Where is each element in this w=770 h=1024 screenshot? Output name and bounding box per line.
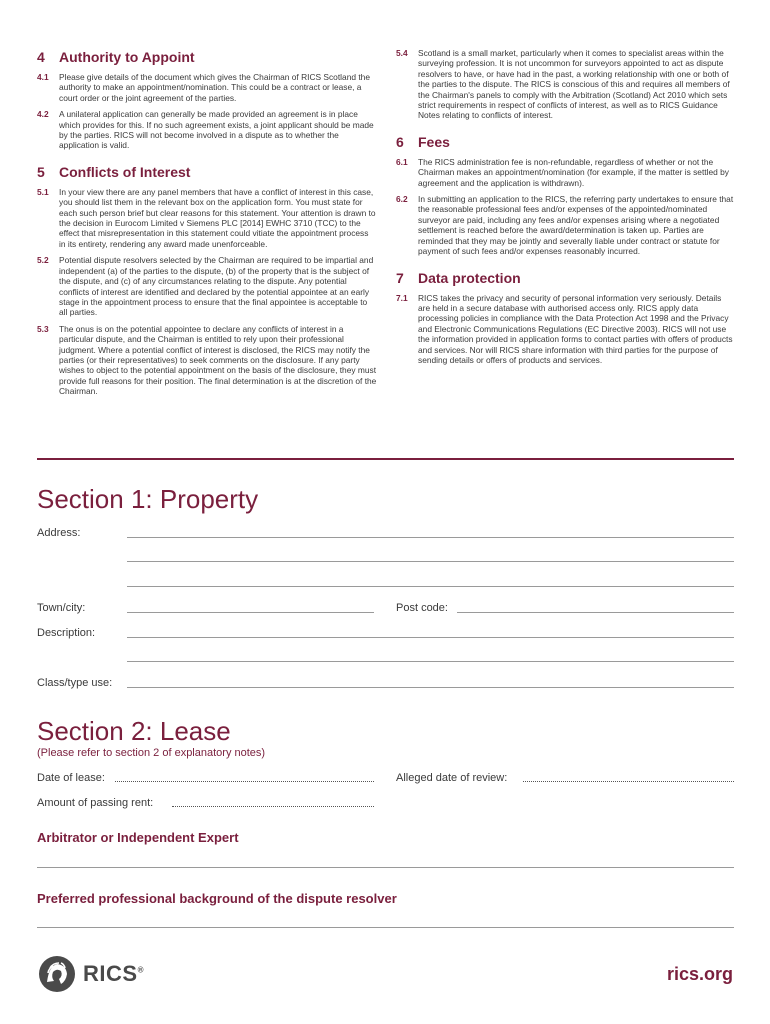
town-field[interactable]	[127, 612, 374, 613]
address-line-2[interactable]	[127, 561, 734, 562]
review-date-label: Alleged date of review:	[396, 772, 508, 784]
paragraph-7-1: 7.1 RICS takes the privacy and security of personal information very seriously. Details are held in a secure database with authorised access only. RICS apply data processing policies in compliance with the Data Protection Act 1998 and the Privacy and Electronic Communications Regulations (EC Directive 2003). RICS will not use the information provided in application forms to contact parties with offers of products and services. Nor will RICS share information with third parties for the purpose of sending details or offers of products and services.	[396, 292, 733, 365]
paragraph-5-3: 5.3 The onus is on the potential appointee to declare any conflicts of interest in a particular dispute, and the Chairman is entitled to rely upon their professional judgment. Where a potential conflict of interest is disclosed, the RICS may notify the parties (or their representatives) to seek comments on the disclosure. If any party wishes to object to the potential appointment on the basis of the disclosure, they must provide full reasons for their position. The final determination is at the discretion of the Chairman.	[37, 323, 377, 397]
class-type-field[interactable]	[127, 687, 734, 688]
arbitrator-heading: Arbitrator or Independent Expert	[37, 830, 239, 845]
section-4-heading: 4 Authority to Appoint	[37, 49, 195, 65]
description-line-1[interactable]	[127, 637, 734, 638]
address-line-1[interactable]	[127, 537, 734, 538]
left-column	[37, 48, 377, 403]
right-column	[396, 48, 734, 371]
passing-rent-field[interactable]	[172, 806, 374, 807]
review-date-field[interactable]	[523, 781, 734, 782]
paragraph-6-1: 6.1 The RICS administration fee is non-refundable, regardless of whether or not the Chairman makes an appointment/nomination (for example, if the matter is settled by agreement and the application is withdrawn).	[396, 156, 729, 188]
date-of-lease-field[interactable]	[115, 781, 374, 782]
address-line-3[interactable]	[127, 586, 734, 587]
class-type-label: Class/type use:	[37, 677, 113, 689]
paragraph-6-2: 6.2 In submitting an application to the RICS, the referring party undertakes to ensure that the reasonable professional fees and/or expenses of the appointed/nominated surveyor are paid, including any fees and/or expenses arising where a negotiated settlement is reached before the award/determination is taken up. Parties are reminded that they may be jointly and severally liable under contract or statute for payment of such fees and/or expenses reasonably incurred.	[396, 194, 734, 257]
address-label: Address:	[37, 527, 81, 539]
section-1-title: Section 1: Property	[37, 484, 259, 514]
description-label: Description:	[37, 627, 96, 639]
paragraph-5-2: 5.2 Potential dispute resolvers selected by the Chairman are required to be impartial and independent (a) of the parties to the dispute, (b) of the property that is the subject of the dispute, and (c) of any circumstances relating to the dispute. Any potential conflicts of interest are identified and declared by the potential appointee at an early stage in the appointment process to ensure that the final appointee is acceptable to all parties.	[37, 255, 374, 318]
passing-rent-label: Amount of passing rent:	[37, 797, 154, 809]
paragraph-4-1: 4.1 Please give details of the document which gives the Chairman of RICS Scotland the authority to make an appointment/nomination. This could be a contract or lease, a court order or the joint agreement of the parties.	[37, 72, 370, 103]
section-2-note: (Please refer to section 2 of explanatory notes)	[37, 747, 266, 759]
town-label: Town/city:	[37, 602, 86, 614]
background-heading: Preferred professional background of the dispute resolver	[37, 891, 397, 906]
postcode-field[interactable]	[457, 612, 734, 613]
website-link[interactable]: rics.org	[666, 964, 733, 984]
paragraph-4-2: 4.2 A unilateral application can generally be made provided an agreement is in place which provides for this. If no such agreement exists, a joint applicant should be made by the parties. RICS will not become involved in a dispute as to whether the application is valid.	[37, 109, 374, 151]
section-2-title: Section 2: Lease	[37, 716, 231, 746]
section-divider	[37, 458, 734, 460]
lion-icon	[37, 954, 77, 994]
section-5-heading: 5 Conflicts of Interest	[37, 163, 191, 180]
paragraph-5-1: 5.1 In your view there are any panel members that have a conflict of interest in this case, you should list them in the relevant box on the application form. You must state for each such person brief but clear reasons for this statement. Your attention is drawn to the decision in Eurocom Limited v Siemens PLC [2014] EWHC 3710 (TCC) to the effect that misrepresentation in this statement could vitiate the appointment process in its entirety, rendering any award made unenforceable.	[37, 186, 376, 249]
postcode-label: Post code:	[396, 602, 448, 614]
rics-logo: RICS®	[37, 954, 144, 994]
section-7-heading: 7 Data protection	[396, 269, 521, 286]
description-line-2[interactable]	[127, 661, 734, 662]
section-6-heading: 6 Fees	[396, 133, 450, 150]
background-field[interactable]	[37, 927, 734, 928]
date-of-lease-label: Date of lease:	[37, 772, 105, 784]
arbitrator-field[interactable]	[37, 867, 734, 868]
paragraph-5-4: 5.4 Scotland is a small market, particularly when it comes to specialist areas within the surveying profession. It is not uncommon for surveyors appointed to act as dispute resolvers to have, or have had in the past, a working relationship with one or both of the parties to the dispute. The RICS is conscious of this and requires all members of the Chairman's panels to comply with the Arbitration (Scotland) Act 2010 which sets strict requirements in respect of conflicts of interest, as well as to RICS Guidance Notes relating to conflicts of interest.	[396, 48, 730, 121]
